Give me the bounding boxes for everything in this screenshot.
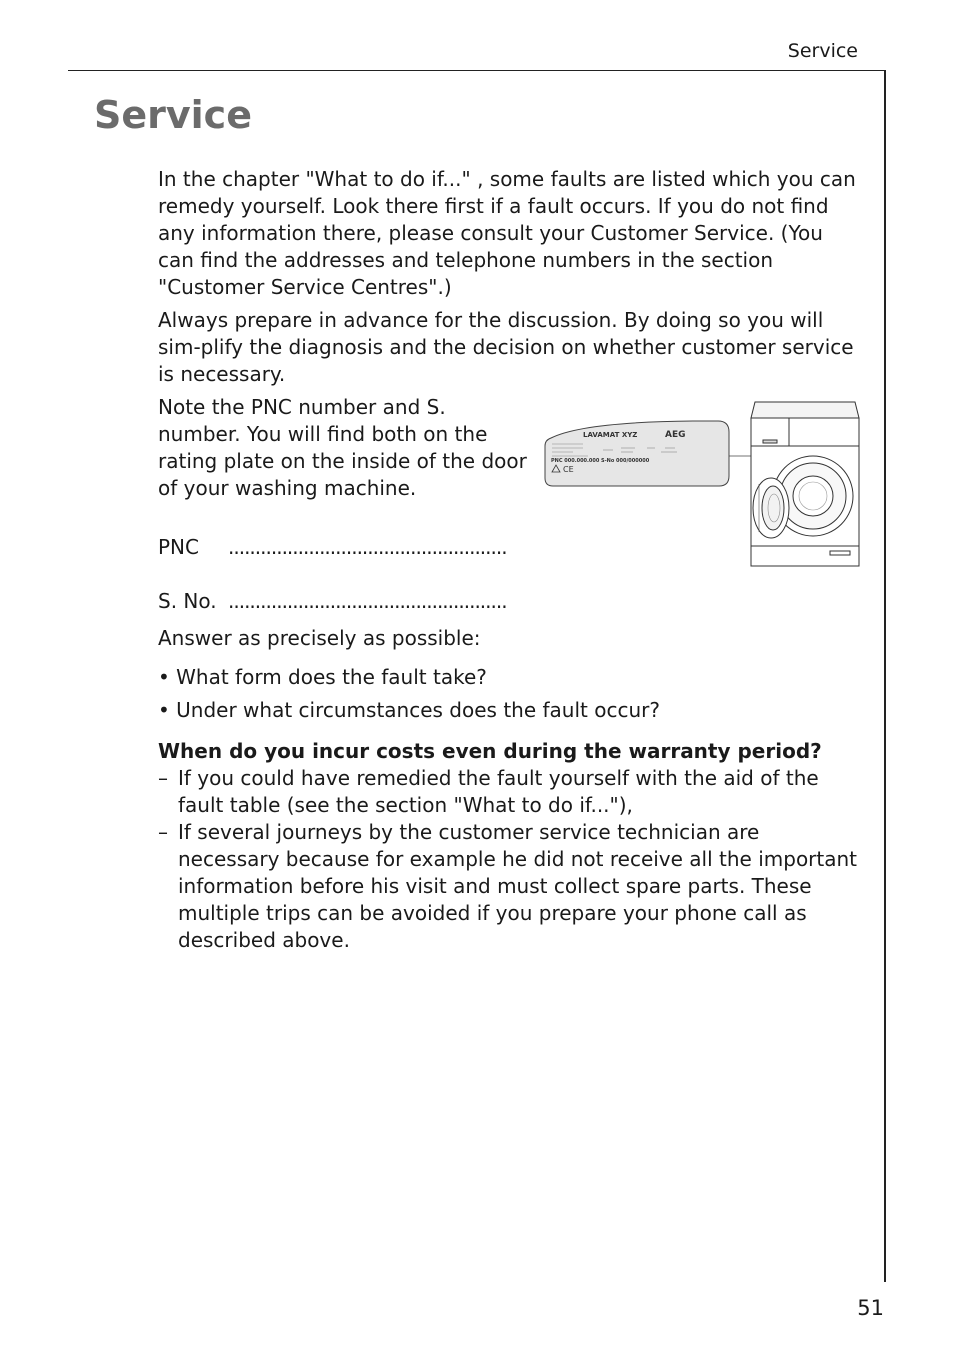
header-rule [68,70,886,71]
note-paragraph: Note the PNC number and S. number. You will find both on the rating plate on the inside of the door of your washing machine. [158,395,527,500]
plate-brand: AEG [665,430,686,440]
warranty-item [158,765,858,819]
dash-marker: – [158,766,168,790]
warranty-heading: When do you incur costs even during the warranty period? [158,739,822,763]
rating-plate [545,421,729,486]
warranty-item [158,819,858,954]
washing-machine-drawing [751,402,859,566]
warranty-item-text: If several journeys by the customer service technician are necessary because for example he did not receive all the important information before his visit and must collect spare parts. These multiple trips can be avoided if you prepare your phone call as described above. [178,820,858,952]
plate-sno: S-No 000/000000 [601,458,650,464]
sno-label: S. No. [158,589,217,613]
plate-pnc: PNC 000.000.000 [551,458,600,464]
bullet-item: • Under what circumstances does the fault occur? [158,698,660,722]
plate-model: LAVAMAT XYZ [583,431,638,439]
dash-marker: – [158,820,168,844]
ce-mark: CE [563,465,574,474]
pnc-label: PNC [158,535,199,559]
page-title: Service [94,93,252,137]
answer-intro: Answer as precisely as possible: [158,626,481,650]
page-number: 51 [857,1296,884,1320]
running-header: Service [787,40,858,62]
intro-paragraph-1: In the chapter "What to do if..." , some faults are listed which you can remedy yourself. Look there first if a fault occurs. If you do not find any information there, please consult your Customer Service. (You can find the addresses and telephone numbers in the section "Customer Service Centres".) [158,167,856,299]
intro-paragraph-2: Always prepare in advance for the discussion. By doing so you will sim-plify the diagnosis and the decision on whether customer service is necessary. [158,308,854,386]
sno-blank: .................................................... [228,589,507,613]
warranty-item-text: If you could have remedied the fault yourself with the aid of the fault table (see the section "What to do if..."), [178,766,819,817]
bullet-item: • What form does the fault take? [158,665,487,689]
sno-field [158,588,858,615]
pnc-blank: .................................................... [228,535,507,559]
rating-plate-illustration [543,400,861,568]
side-rule [884,70,886,1282]
